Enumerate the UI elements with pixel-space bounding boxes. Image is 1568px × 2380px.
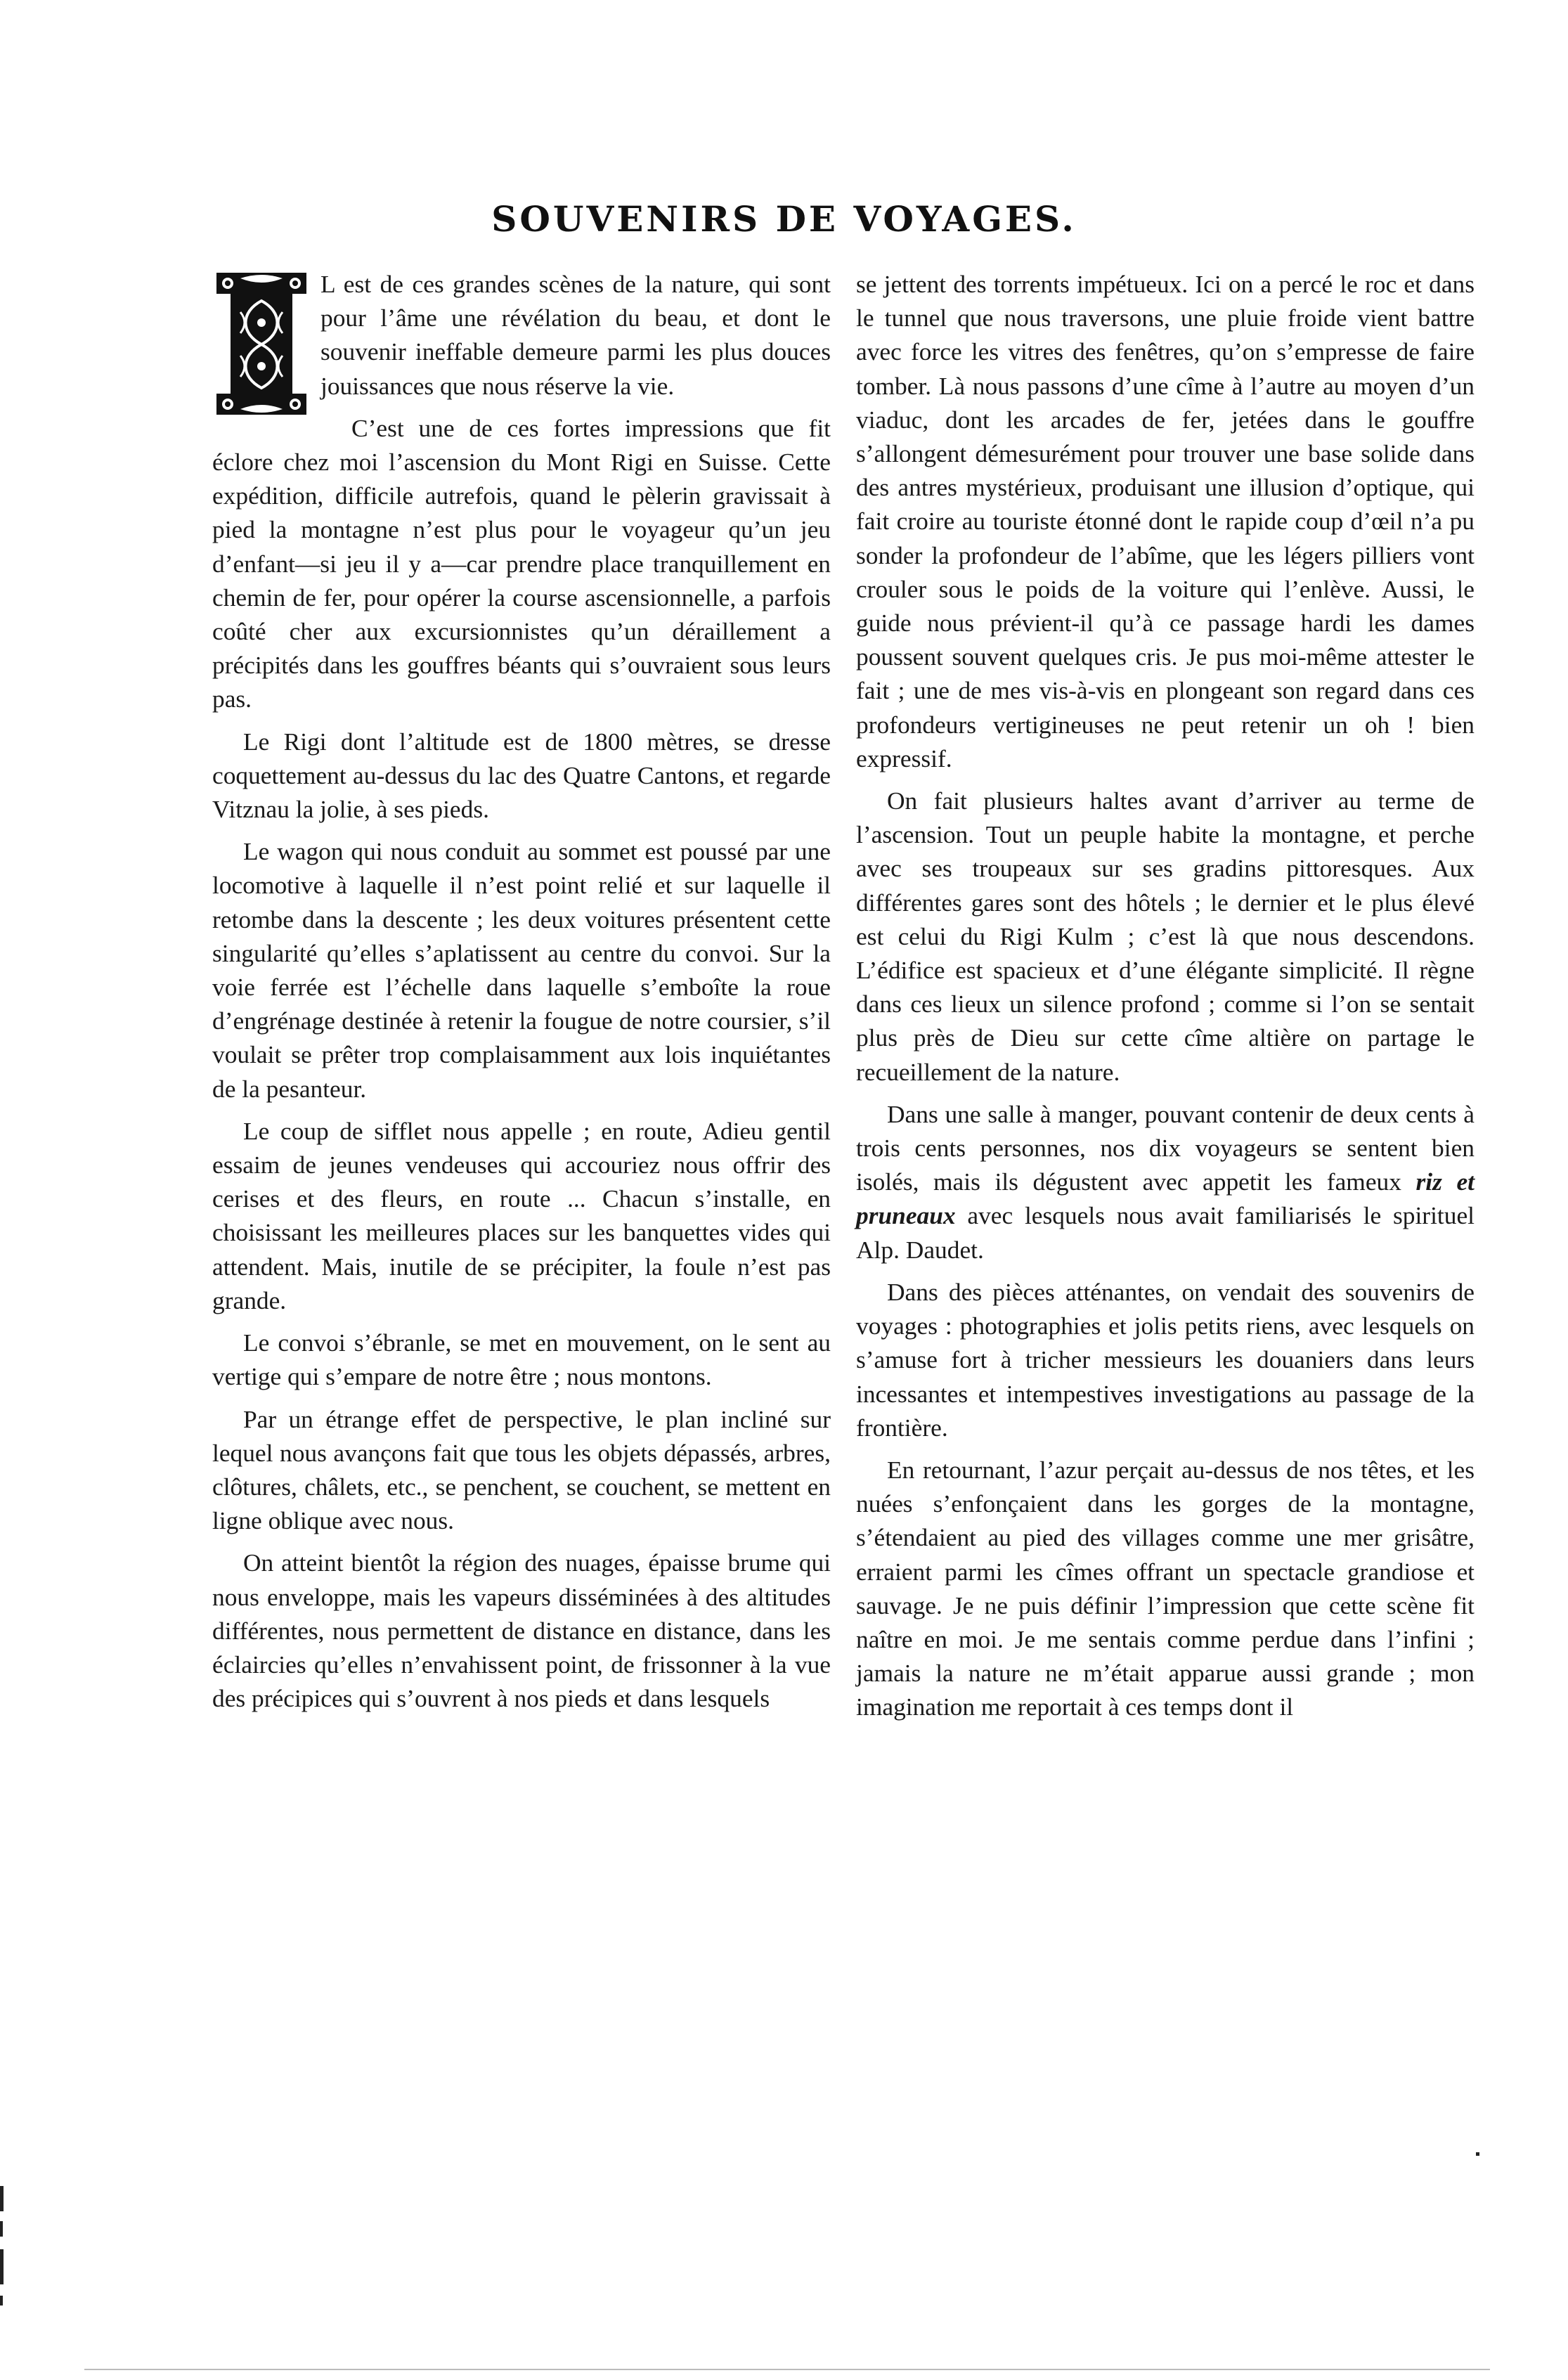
paragraph: se jettent des torrents impétueux. Ici on a percé le roc et dans le tunnel que nous traversons, une pluie froide vient battre avec force les vitres des fenêtres, qu’on s’empresse de faire tomber. Là nous passons d’une cîme à l’autre au moyen d’un viaduc, dont les arcades de fer, jetées dans le gouffre s’allongent démesurément pour trouver une base solide dans des antres mystérieux, produisant une illusion d’optique, qui fait croire au touriste étonné dont le rapide coup d’œil n’a pu sonder la profondeur de l’abîme, que les légers pilliers vont crouler sous le poids de la voiture qui l’enlève. Aussi, le guide nous prévient-il qu’à ce passage hardi les dames poussent souvent quelques cris. Je pus moi-même attester le fait ; une de mes vis-à-vis en plongeant son regard dans ces profondeurs vertigineuses ne peut retenir un oh ! bien expressif. — [856, 270, 1475, 772]
ornamental-initial-i — [212, 270, 311, 418]
paragraph: En retournant, l’azur perçait au-dessus de nos têtes, et les nuées s’enfonçaient dans les gorges de la montagne, s’étendaient au pied des villages comme une mer grisâtre, erraient parmi les cîmes offrant un spectacle grandiose et sauvage. Je ne puis définir l’impression que cette scène fit naître en moi. Je me sentais comme perdue dans l’infini ; jamais la nature ne m’était apparue aussi grande ; mon imagination me reportait à ces temps dont il — [856, 1455, 1475, 1721]
paragraph: Par un étrange effet de perspective, le plan incliné sur lequel nous avançons fait que tous les objets dépassés, arbres, clôtures, châlets, etc., se penchent, se couchent, se mettent en ligne oblique avec nous. — [212, 1404, 831, 1535]
paragraph-text: Dans une salle à manger, pouvant contenir de deux cents à trois cents personnes, nos dix voyageurs se sentent bien isolés, mais ils dégustent avec appetit les fameux — [856, 1099, 1475, 1196]
paragraph: Le convoi s’ébranle, se met en mouvement, on le sent au vertige qui s’empare de notre être ; nous montons. — [212, 1328, 831, 1391]
left-column — [212, 267, 831, 1723]
italic-phrase: riz et pruneaux — [856, 1168, 1475, 1230]
right-column — [856, 267, 1475, 1733]
paragraph: Le coup de sifflet nous appelle ; en route, Adieu gentil essaim de jeunes vendeuses qui accouriez nous offrir des cerises et des fleurs, en route ... Chacun s’installe, en choisissant les meilleures places sur les banquettes vides qui attendent. Mais, inutile de se précipiter, la foule n’est pas grande. — [212, 1116, 831, 1314]
paragraph: Le Rigi dont l’altitude est de 1800 mètres, se dresse coquettement au-dessus du lac des Quatre Cantons, et regarde Vitznau la jolie, à ses pieds. — [212, 727, 831, 824]
paragraph: On atteint bientôt la région des nuages, épaisse brume qui nous enveloppe, mais les vapeurs disséminées à des altitudes différentes, nous permettent de distance en distance, dans les éclaircies qu’elles n’envahissent point, de frissonner à la vue des précipices qui s’ouvrent à nos pieds et dans lesquels — [212, 1548, 831, 1713]
page-title: SOUVENIRS DE VOYAGES. — [491, 198, 1077, 240]
paragraph-with-italic — [856, 1097, 1475, 1267]
paragraph: L est de ces grandes scènes de la nature, qui sont pour l’âme une révélation du beau, et dont le souvenir ineffable demeure parmi les plus douces jouissances que nous réserve la vie. — [320, 270, 831, 400]
paragraph: On fait plusieurs haltes avant d’arriver au terme de l’ascension. Tout un peuple habite la montagne, et perche avec ses troupeaux sur ses gradins pittoresques. Aux différentes gares sont des hôtels ; le dernier et le plus élevé est celui du Rigi Kulm ; c’est là que nous descendons. L’édifice est spacieux et d’une élégante simplicité. Il règne dans ces lieux un silence profond ; comme si l’on se sentait plus près de Dieu sur cette cîme altière on partage le recueillement de la nature. — [856, 787, 1475, 1086]
paragraph-text: avec lesquels nous avait familiarisés le spirituel Alp. Daudet. — [856, 1201, 1475, 1264]
paragraph: C’est une de ces fortes impressions que fit éclore chez moi l’ascension du Mont Rigi en Suisse. Cette expédition, difficile autrefois, quand le pèlerin gravissait à pied la montagne n’est plus pour le voyageur qu’un jeu d’enfant—si jeu il y a—car prendre place tranquillement en chemin de fer, pour opérer la course ascensionnelle, a parfois coûté cher aux excursionnistes qu’un déraillement a précipités dans les gouffres béants qui s’ouvraient sous leurs pas. — [212, 413, 831, 713]
paragraph: Dans des pièces atténantes, on vendait des souvenirs de voyages : photographies et jolis petits riens, avec lesquels on s’amuse fort à tricher messieurs les douaniers dans leurs incessantes et intempestives investigations au passage de la frontière. — [856, 1277, 1475, 1442]
paragraph: Le wagon qui nous conduit au sommet est poussé par une locomotive à laquelle il n’est point relié et sur laquelle il retombe dans la descente ; les deux voitures présentent cette singularité qu’elles s’aplatissent au centre du convoi. Sur la voie ferrée est l’échelle dans laquelle s’emboîte la roue d’engrénage destinée à retenir la fougue de notre coursier, s’il voulait se prêter trop complaisamment aux lois inquiétantes de la pesanteur. — [212, 837, 831, 1103]
